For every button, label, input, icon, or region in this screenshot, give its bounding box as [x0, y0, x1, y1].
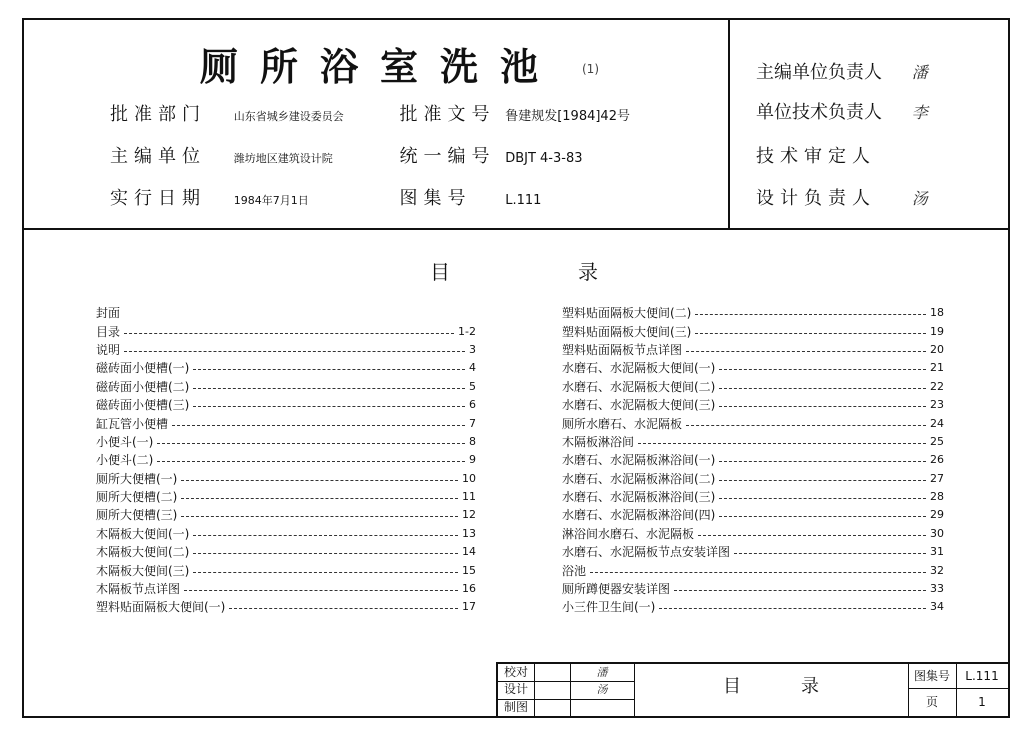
toc-item-page: 26: [930, 453, 944, 467]
toc-leader-line: [193, 535, 458, 536]
toc-item-page: 18: [930, 306, 944, 320]
toc-item: [96, 414, 476, 432]
toc-item: [96, 359, 476, 377]
toc-item: [562, 396, 944, 414]
toc-item: [562, 470, 944, 488]
toc-item-title: 水磨石、水泥隔板淋浴间(一): [562, 451, 719, 469]
toc-item-page: 1-2: [458, 324, 476, 338]
toc-item-title: 水磨石、水泥隔板淋浴间(二): [562, 470, 719, 488]
responsible-label: 主编单位负责人: [756, 62, 882, 83]
toc-leader-line: [193, 553, 458, 554]
effective-date-value: 1984年7月1日: [233, 194, 309, 207]
toc-item-page: 33: [930, 582, 944, 596]
toc-item-title: 水磨石、水泥隔板大便间(三): [562, 396, 719, 414]
toc-leader-line: [659, 608, 926, 609]
editor-unit-label: 主编单位: [110, 146, 206, 167]
toc-item: [96, 433, 476, 451]
toc-item-page: 24: [930, 416, 944, 430]
toc-item: [96, 322, 476, 340]
page-cell-value: 1: [978, 695, 986, 709]
page-cell-label: 页: [925, 695, 938, 709]
toc-leader-line: [734, 553, 926, 554]
responsible-label: 单位技术负责人: [756, 102, 882, 123]
toc-item: [96, 451, 476, 469]
toc-item-title: 木隔板大便间(一): [96, 525, 193, 543]
toc-item-page: 25: [930, 434, 944, 448]
toc-leader-line: [193, 572, 458, 573]
atlas-number-cell-value: L.111: [965, 669, 999, 683]
toc-item: [562, 543, 944, 561]
sheet-name: 目录: [723, 676, 879, 697]
toc-leader-line: [124, 333, 454, 334]
toc-item-title: 封面: [96, 304, 124, 322]
toc-item-page: 20: [930, 342, 944, 356]
toc-leader-line: [184, 590, 458, 591]
atlas-number-value: L.111: [505, 193, 542, 208]
toc-item-title: 小便斗(二): [96, 451, 157, 469]
toc-item-title: 磁砖面小便槽(一): [96, 359, 193, 377]
unified-number-value: DBJT 4-3-83: [505, 151, 583, 166]
toc-title-second: 录: [578, 260, 602, 284]
toc-item: [96, 543, 476, 561]
toc-item: [96, 488, 476, 506]
toc-item-page: 11: [462, 490, 476, 504]
signature: 潘: [911, 63, 928, 82]
toc-item-title: 厕所大便槽(一): [96, 470, 181, 488]
toc-item-title: 水磨石、水泥隔板大便间(二): [562, 378, 719, 396]
check-signature: 潘: [596, 666, 608, 679]
toc-item-title: 小便斗(一): [96, 433, 157, 451]
toc-item-title: 水磨石、水泥隔板淋浴间(三): [562, 488, 719, 506]
approval-number-value: 鲁建规发[1984]42号: [505, 109, 630, 124]
toc-item: [96, 598, 476, 616]
toc-item-title: 木隔板大便间(二): [96, 543, 193, 561]
toc-item-title: 木隔板节点详图: [96, 580, 184, 598]
unified-number-label: 统一编号: [399, 146, 496, 167]
signature: 汤: [911, 189, 934, 208]
toc-leader-line: [719, 406, 926, 407]
toc-item: [562, 414, 944, 432]
toc-item-page: 3: [469, 342, 476, 356]
editor-unit-value: 潍坊地区建筑设计院: [233, 152, 333, 165]
atlas-number-cell-label: 图集号: [913, 669, 950, 683]
toc-item-page: 6: [469, 398, 476, 412]
toc-item-page: 14: [462, 545, 476, 559]
toc-item: [562, 451, 944, 469]
toc-leader-line: [719, 388, 926, 389]
responsible-row: [756, 98, 928, 124]
toc-leader-line: [193, 388, 465, 389]
meta-row-approval: [110, 100, 630, 126]
toc-leader-line: [695, 333, 926, 334]
toc-leader-line: [157, 461, 465, 462]
signature: 李: [911, 103, 928, 122]
toc-leader-line: [674, 590, 926, 591]
meta-row-date: [110, 184, 541, 210]
toc-item-page: 13: [462, 526, 476, 540]
toc-leader-line: [124, 351, 465, 352]
toc-item-title: 浴池: [562, 562, 590, 580]
design-signature: 汤: [596, 683, 608, 696]
toc-leader-line: [181, 498, 458, 499]
toc-leader-line: [229, 608, 458, 609]
toc-item: [562, 322, 944, 340]
toc-item-title: 目录: [96, 323, 124, 341]
approval-dept-value: 山东省城乡建设委员会: [233, 110, 344, 123]
toc-item: [96, 506, 476, 524]
toc-item-title: 磁砖面小便槽(三): [96, 396, 193, 414]
toc-item-page: 16: [462, 582, 476, 596]
toc-item-page: 15: [462, 563, 476, 577]
toc-item: [562, 359, 944, 377]
toc-item: [96, 378, 476, 396]
toc-leader-line: [719, 461, 926, 462]
toc-item-title: 磁砖面小便槽(二): [96, 378, 193, 396]
toc-item-page: 5: [469, 379, 476, 393]
toc-item-title: 说明: [96, 341, 124, 359]
toc-item-page: 30: [930, 526, 944, 540]
toc-item: [96, 304, 476, 322]
toc-leader-line: [686, 351, 926, 352]
toc-leader-line: [719, 480, 926, 481]
toc-item-page: 21: [930, 361, 944, 375]
toc-item-page: 22: [930, 379, 944, 393]
toc-item: [96, 561, 476, 579]
toc-left-column: [96, 304, 476, 617]
title-block: [496, 662, 1010, 718]
toc-item-title: 厕所蹲便器安装详图: [562, 580, 674, 598]
toc-item-page: 27: [930, 471, 944, 485]
responsible-row: [756, 184, 934, 210]
toc-item-page: 31: [930, 545, 944, 559]
toc-item-page: 34: [930, 600, 944, 614]
toc-item-title: 塑料贴面隔板大便间(一): [96, 598, 229, 616]
toc-item: [96, 396, 476, 414]
toc-leader-line: [590, 572, 926, 573]
toc-item-page: 23: [930, 398, 944, 412]
toc-item-title: 水磨石、水泥隔板大便间(一): [562, 359, 719, 377]
toc-item-title: 水磨石、水泥隔板淋浴间(四): [562, 506, 719, 524]
toc-leader-line: [157, 443, 465, 444]
toc-item: [562, 341, 944, 359]
meta-row-editor: [110, 142, 583, 168]
toc-item-page: 4: [469, 361, 476, 375]
toc-leader-line: [181, 480, 458, 481]
toc-item-title: 淋浴间水磨石、水泥隔板: [562, 525, 698, 543]
toc-item: [562, 561, 944, 579]
toc-leader-line: [193, 369, 465, 370]
responsible-row: [756, 58, 928, 84]
atlas-title: 厕所浴室洗池: [200, 44, 561, 89]
toc-item-title: 厕所大便槽(三): [96, 506, 181, 524]
toc-item: [562, 488, 944, 506]
approval-dept-label: 批准部门: [110, 104, 206, 125]
check-label: 校对: [503, 665, 528, 679]
toc-item: [562, 433, 944, 451]
toc-item-page: 19: [930, 324, 944, 338]
toc-item-title: 塑料贴面隔板大便间(二): [562, 304, 695, 322]
toc-item-page: 12: [462, 508, 476, 522]
responsible-label: 技术审定人: [756, 146, 876, 167]
effective-date-label: 实行日期: [110, 188, 206, 209]
drafting-label: 制图: [503, 700, 528, 714]
toc-leader-line: [686, 425, 926, 426]
toc-item-page: 28: [930, 490, 944, 504]
toc-item-page: 32: [930, 563, 944, 577]
toc-item-title: 厕所水磨石、水泥隔板: [562, 415, 686, 433]
toc-item-page: 9: [469, 453, 476, 467]
toc-item: [96, 341, 476, 359]
toc-item-page: 8: [469, 434, 476, 448]
toc-leader-line: [638, 443, 926, 444]
toc-item: [562, 506, 944, 524]
toc-item-title: 塑料贴面隔板大便间(三): [562, 323, 695, 341]
toc-item-page: 17: [462, 600, 476, 614]
design-label: 设计: [503, 682, 528, 696]
toc-item: [562, 580, 944, 598]
toc-item: [562, 525, 944, 543]
toc-item: [96, 580, 476, 598]
toc-leader-line: [193, 406, 465, 407]
toc-right-column: [562, 304, 944, 617]
toc-item: [562, 598, 944, 616]
toc-item-title: 缸瓦管小便槽: [96, 415, 172, 433]
toc-leader-line: [695, 314, 926, 315]
toc-item-title: 塑料贴面隔板节点详图: [562, 341, 686, 359]
toc-item: [562, 304, 944, 322]
toc-item-title: 木隔板大便间(三): [96, 562, 193, 580]
approval-number-label: 批准文号: [399, 104, 496, 125]
toc-item-page: 10: [462, 471, 476, 485]
atlas-volume-mark: (1): [582, 62, 599, 76]
responsible-label: 设计负责人: [756, 188, 876, 209]
toc-item: [96, 470, 476, 488]
toc-leader-line: [698, 535, 926, 536]
toc-item-page: 29: [930, 508, 944, 522]
toc-item-title: 小三件卫生间(一): [562, 598, 659, 616]
toc-leader-line: [719, 498, 926, 499]
toc-title-first: 目: [430, 260, 454, 284]
toc-leader-line: [719, 369, 926, 370]
atlas-number-label: 图集号: [399, 188, 472, 209]
toc-leader-line: [181, 516, 458, 517]
toc-leader-line: [172, 425, 465, 426]
toc-leader-line: [719, 516, 926, 517]
toc-item: [562, 378, 944, 396]
toc-item-title: 木隔板淋浴间: [562, 433, 638, 451]
toc-item: [96, 525, 476, 543]
toc-item-page: 7: [469, 416, 476, 430]
toc-item-title: 水磨石、水泥隔板节点安装详图: [562, 543, 734, 561]
responsible-row: [756, 142, 912, 168]
toc-item-title: 厕所大便槽(二): [96, 488, 181, 506]
